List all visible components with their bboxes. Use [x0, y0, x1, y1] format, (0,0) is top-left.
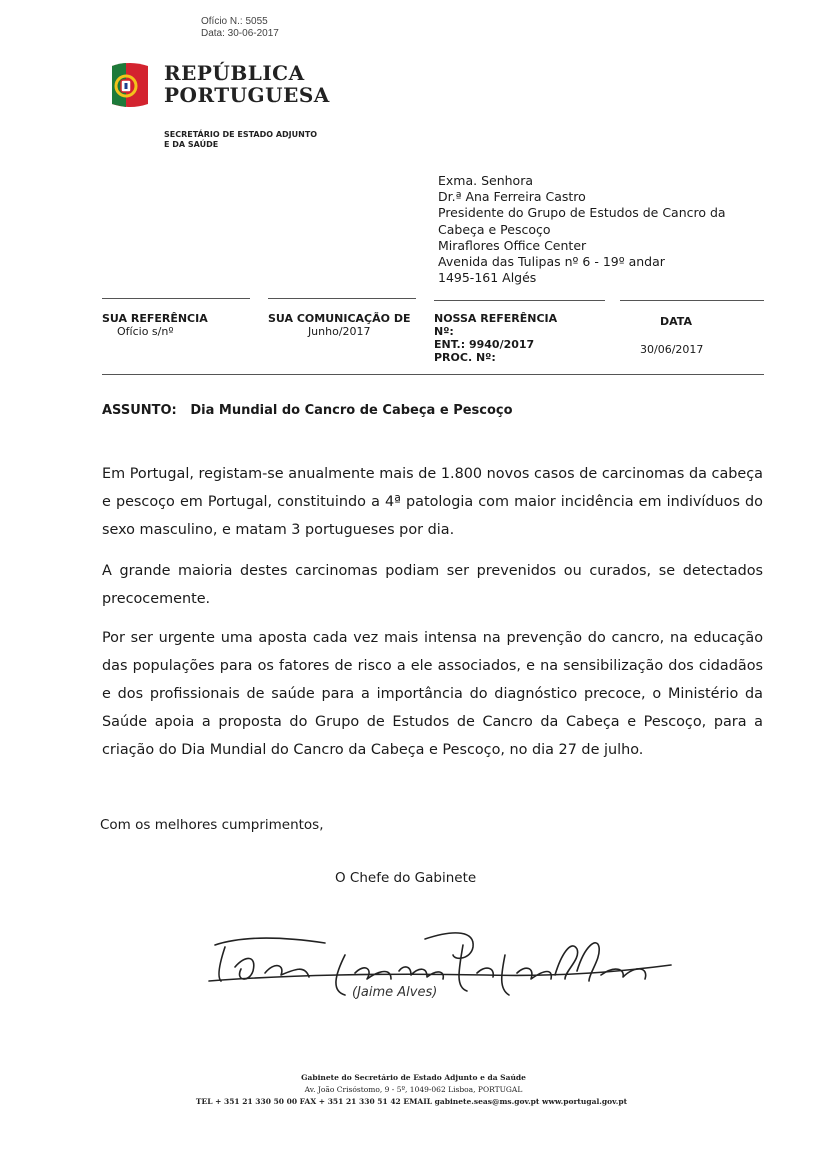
signer-name: (Jaime Alves)	[352, 985, 438, 1000]
addressee-line: Avenida das Tulipas nº 6 - 19º andar	[438, 254, 665, 270]
divider	[620, 300, 764, 301]
subtitle-line1: SECRETÁRIO DE ESTADO ADJUNTO	[164, 130, 318, 139]
closing-salutation: Com os melhores cumprimentos,	[100, 817, 324, 833]
addressee-line: Cabeça e Pescoço	[438, 221, 551, 237]
footer-address: Av. João Crisóstomo, 9 - 5º, 1049-062 Lisboa, PORTUGAL	[304, 1085, 523, 1094]
nossa-referencia-n: Nº:	[434, 325, 454, 338]
sua-comunicacao-value: Junho/2017	[307, 325, 371, 338]
nossa-referencia	[434, 312, 557, 364]
nossa-referencia-ent: ENT.: 9940/2017	[434, 338, 535, 351]
body-paragraph: Em Portugal, registam-se anualmente mais de 1.800 novos casos de carcinomas da cabeça e pescoço em Portugal, constituindo a 4ª patologia com maior incidência em indivíduos do sexo masculino, e matam 3 portugueses por dia.	[102, 466, 763, 538]
footer-contacts: TEL + 351 21 330 50 00 FAX + 351 21 330 51 42 EMAIL gabinete.seas@ms.gov.pt www.portugal.gov.pt	[195, 1097, 628, 1106]
nossa-referencia-label: NOSSA REFERÊNCIA	[434, 312, 558, 325]
data-value: 30/06/2017	[640, 343, 704, 356]
subject-line	[102, 403, 513, 418]
addressee-line: Dr.ª Ana Ferreira Castro	[438, 189, 586, 205]
wordmark-line1: REPÚBLICA	[164, 61, 305, 85]
divider	[434, 300, 605, 301]
addressee-line: 1495-161 Algés	[438, 270, 537, 286]
divider	[268, 298, 416, 299]
wordmark-line2: PORTUGUESA	[164, 83, 330, 107]
document-stamp	[201, 16, 279, 40]
addressee-line: Presidente do Grupo de Estudos de Cancro da	[438, 205, 726, 221]
sua-comunicacao	[268, 312, 410, 338]
sua-referencia-value: Ofício s/nº	[117, 325, 174, 338]
sua-referencia-label: SUA REFERÊNCIA	[102, 312, 208, 325]
stamp-date: Data: 30-06-2017	[201, 28, 279, 39]
signatory-title: O Chefe do Gabinete	[335, 870, 477, 886]
addressee-line: Miraflores Office Center	[438, 237, 587, 253]
footer-office: Gabinete do Secretário de Estado Adjunto e da Saúde	[301, 1073, 526, 1082]
nossa-referencia-proc: PROC. Nº:	[434, 351, 496, 364]
oficio-number: Ofício N.: 5055	[201, 16, 268, 27]
body-paragraph: A grande maioria destes carcinomas podiam ser prevenidos ou curados, se detectados precocemente.	[102, 563, 763, 607]
addressee-block	[438, 173, 726, 286]
divider	[102, 374, 764, 375]
sua-comunicacao-label: SUA COMUNICAÇÃO DE	[268, 312, 411, 325]
subject-text: Dia Mundial do Cancro de Cabeça e Pescoço	[190, 403, 513, 418]
divider	[102, 298, 250, 299]
secretario-subtitle	[164, 130, 317, 150]
handwritten-signature	[205, 925, 675, 1005]
subtitle-line2: E DA SAÚDE	[164, 140, 219, 149]
body-paragraph: Por ser urgente uma aposta cada vez mais intensa na prevenção do cancro, na educação das populações para os fatores de risco a ele associados, e na sensibilização dos cidadãos e dos profissionais de saúde para a importância do diagnóstico precoce, o Ministério da Saúde apoia a proposta do Grupo de Estudos de Cancro da Cabeça e Pescoço, para a criação do Dia Mundial do Cancro da Cabeça e Pescoço, no dia 27 de julho.	[102, 630, 763, 758]
data-label: DATA	[660, 315, 692, 328]
republica-portuguesa-wordmark	[164, 62, 330, 106]
sua-referencia	[102, 312, 208, 338]
addressee-line: Exma. Senhora	[438, 173, 533, 188]
republica-emblem-icon	[108, 60, 152, 116]
subject-label: ASSUNTO:	[102, 403, 177, 418]
